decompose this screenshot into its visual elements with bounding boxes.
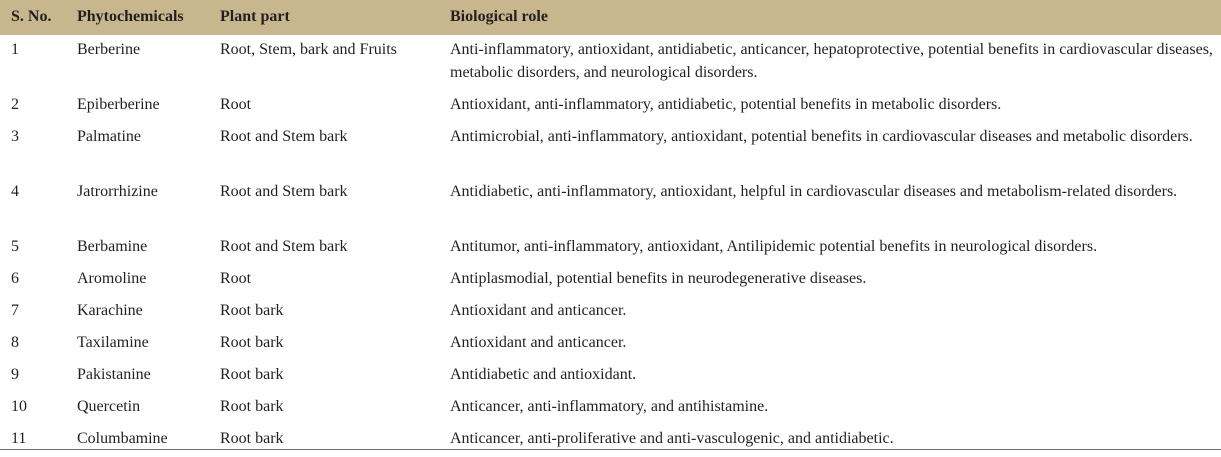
cell-sno: 6 [11, 270, 19, 287]
header-plant-part: Plant part [220, 8, 290, 25]
cell-biological-role: Anticancer, anti-inflammatory, and antihistamine. [450, 398, 769, 415]
table-row [0, 90, 1221, 122]
cell-sno: 1 [11, 41, 19, 58]
cell-sno: 8 [11, 334, 19, 351]
cell-sno: 11 [11, 430, 27, 447]
table-bottom-rule [0, 449, 1221, 450]
cell-sno: 9 [11, 366, 19, 383]
cell-plant-part: Root bark [220, 398, 284, 415]
header-biological-role: Biological role [450, 8, 548, 25]
table-body [0, 35, 1221, 457]
cell-plant-part: Root and Stem bark [220, 238, 348, 255]
cell-biological-role: Antitumor, anti-inflammatory, antioxidant, Antilipidemic potential benefits in neurological disorders. [450, 238, 1098, 255]
table-row [0, 296, 1221, 328]
cell-sno: 3 [11, 128, 19, 145]
cell-phytochemical: Berbamine [77, 238, 148, 255]
cell-phytochemical: Taxilamine [77, 334, 149, 351]
header-sno: S. No. [11, 8, 52, 25]
cell-plant-part: Root and Stem bark [220, 128, 348, 145]
cell-phytochemical: Berberine [77, 41, 141, 58]
cell-sno: 4 [11, 183, 19, 200]
cell-phytochemical: Jatrorrhizine [77, 183, 158, 200]
cell-plant-part: Root, Stem, bark and Fruits [220, 41, 397, 58]
cell-biological-role: Antioxidant and anticancer. [450, 302, 627, 319]
table-row [0, 392, 1221, 424]
header-phytochemicals: Phytochemicals [77, 8, 184, 25]
cell-plant-part: Root [220, 270, 252, 287]
cell-phytochemical: Aromoline [77, 270, 147, 287]
cell-sno: 2 [11, 96, 19, 113]
table-header [0, 0, 1221, 35]
cell-biological-role: Anticancer, anti-proliferative and anti-vasculogenic, and antidiabetic. [450, 430, 894, 447]
table-row [0, 122, 1221, 177]
cell-biological-role: Antidiabetic and antioxidant. [450, 366, 637, 383]
cell-biological-role: Antioxidant, anti-inflammatory, antidiabetic, potential benefits in metabolic disorders. [450, 96, 1002, 113]
cell-phytochemical: Palmatine [77, 128, 141, 145]
cell-sno: 7 [11, 302, 19, 319]
cell-plant-part: Root [220, 96, 252, 113]
table-row [0, 360, 1221, 392]
cell-plant-part: Root bark [220, 302, 284, 319]
cell-plant-part: Root bark [220, 430, 284, 447]
cell-phytochemical: Epiberberine [77, 96, 160, 113]
table-row [0, 232, 1221, 264]
cell-plant-part: Root bark [220, 366, 284, 383]
cell-plant-part: Root and Stem bark [220, 183, 348, 200]
cell-phytochemical: Quercetin [77, 398, 141, 415]
cell-biological-role: Anti-inflammatory, antioxidant, antidiabetic, anticancer, hepatoprotective, potential benefits in cardiovascular diseases, metabolic disorders, and neurological disorders. [450, 41, 1213, 81]
cell-phytochemical: Pakistanine [77, 366, 151, 383]
table-row [0, 35, 1221, 90]
cell-biological-role: Antidiabetic, anti-inflammatory, antioxidant, helpful in cardiovascular diseases and metabolism-related disorders. [450, 183, 1178, 200]
cell-phytochemical: Columbamine [77, 430, 168, 447]
table-row [0, 328, 1221, 360]
cell-biological-role: Antimicrobial, anti-inflammatory, antioxidant, potential benefits in cardiovascular diseases and metabolic disorders. [450, 128, 1193, 145]
header-row [0, 0, 1221, 35]
table-row [0, 264, 1221, 296]
cell-phytochemical: Karachine [77, 302, 143, 319]
cell-sno: 5 [11, 238, 19, 255]
cell-sno: 10 [11, 398, 27, 415]
table-row [0, 424, 1221, 457]
cell-plant-part: Root bark [220, 334, 284, 351]
cell-biological-role: Antioxidant and anticancer. [450, 334, 627, 351]
cell-biological-role: Antiplasmodial, potential benefits in neurodegenerative diseases. [450, 270, 867, 287]
table-row [0, 177, 1221, 232]
